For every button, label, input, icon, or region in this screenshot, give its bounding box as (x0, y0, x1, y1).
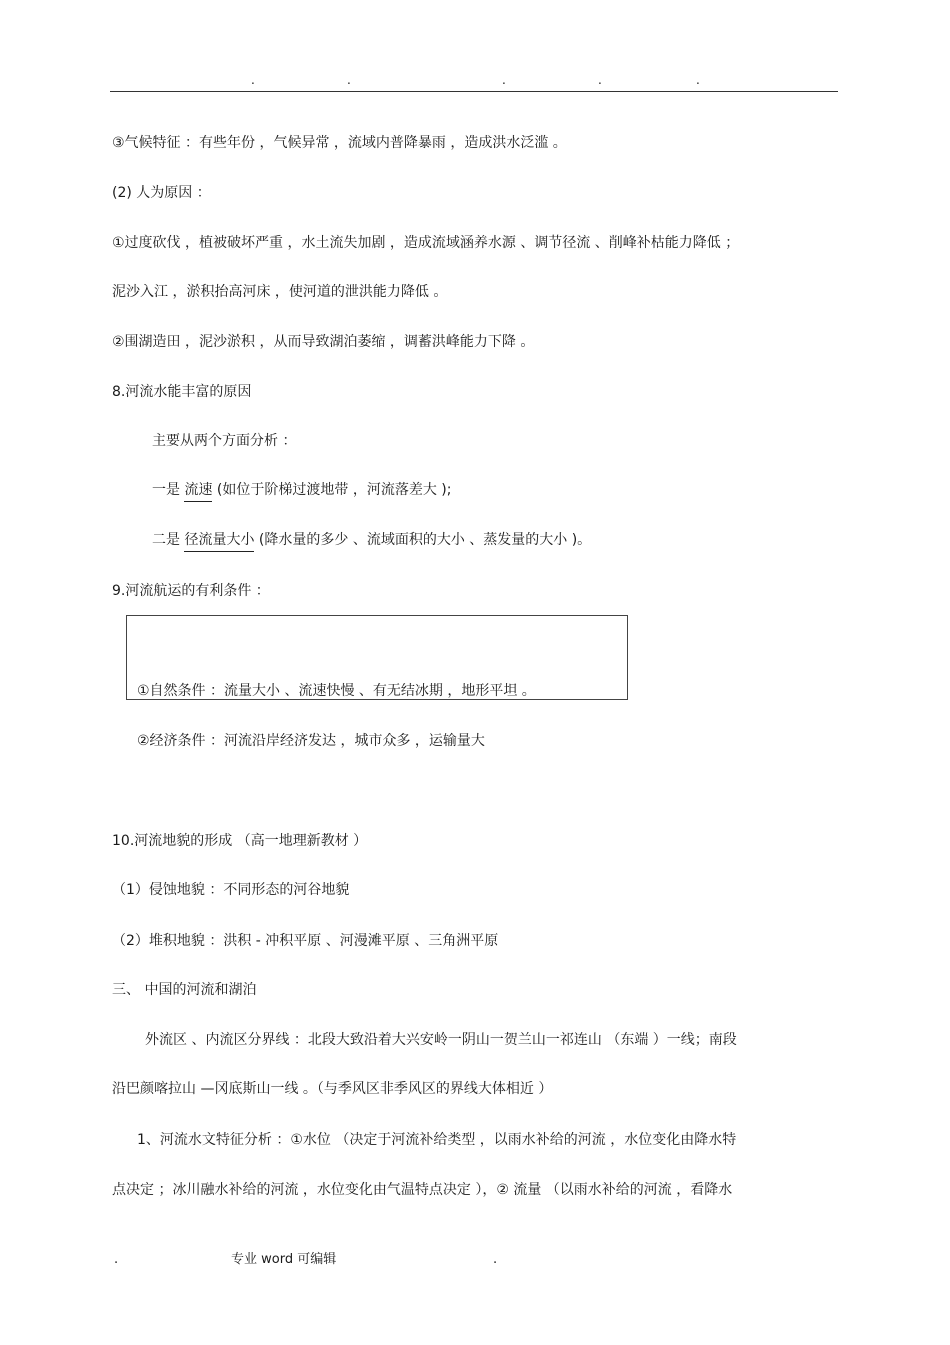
factor-one-line (152, 481, 451, 502)
header-dot: . (251, 73, 255, 87)
header-dot: . (598, 73, 602, 87)
section-8-heading: 8.河流水能丰富的原因 (112, 384, 252, 400)
section-10-heading: 10.河流地貌的形成 （高一地理新教材 ） (112, 833, 368, 849)
section-9-heading: 9.河流航运的有利条件 ： (112, 583, 270, 599)
hydrology-line-2: 点决定 ；冰川融水补给的河流 ，水位变化由气温特点决定 ），② 流量 （以雨水补给的河流 ，看降水 (112, 1182, 733, 1198)
factor-two-prefix: 二是 (152, 532, 185, 548)
erosion-landform-line: （1）侵蚀地貌 ：不同形态的河谷地貌 (112, 882, 350, 898)
factor-two-detail: (降水量的多少 、流域面积的大小 、蒸发量的大小 )。 (254, 532, 592, 548)
footer-text: 专业 word 可编辑 (231, 1252, 337, 1267)
factor-two-line (152, 531, 591, 552)
footer-dot-right: . (493, 1252, 498, 1267)
header-dot: . (696, 73, 700, 87)
flow-speed-term: 流速 (184, 481, 212, 502)
sediment-line: 泥沙入江 ，淤积抬高河床 ，使河道的泄洪能力降低 。 (112, 284, 448, 300)
boundary-line-2: 沿巴颜喀拉山 —冈底斯山一线 。（与季风区非季风区的界线大体相近 ） (112, 1081, 553, 1097)
factor-one-prefix: 一是 (152, 482, 185, 498)
section-3-heading: 三、 中国的河流和湖泊 (112, 982, 257, 998)
header-dot: . (347, 73, 351, 87)
hydrology-line-1: 1、河流水文特征分析 ：①水位 （决定于河流补给类型 ，以雨水补给的河流 ，水位变化由降水特 (137, 1132, 737, 1148)
header-dot: . (502, 73, 506, 87)
climate-feature-line: ③气候特征 ：有些年份 ，气候异常 ，流域内普降暴雨 ，造成洪水泛滥 。 (112, 135, 567, 151)
natural-conditions-line: ①自然条件 ：流量大小 、流速快慢 、有无结冰期 ，地形平坦 。 (137, 683, 536, 699)
lake-reclamation-line: ②围湖造田 ，泥沙淤积 ，从而导致湖泊萎缩 ，调蓄洪峰能力下降 。 (112, 334, 535, 350)
boundary-line-1: 外流区 、内流区分界线 ：北段大致沿着大兴安岭一阴山一贺兰山一祁连山 （东端 ）一线；南段 (145, 1032, 737, 1048)
deforestation-line: ①过度砍伐 ，植被破坏严重 ，水土流失加剧 ，造成流域涵养水源 、调节径流 、削峰补枯能力降低 ； (112, 235, 740, 251)
footer-dot-left: . (114, 1252, 119, 1267)
runoff-volume-term: 径流量大小 (184, 531, 254, 552)
deposition-landform-line: （2）堆积地貌 ：洪积 - 冲积平原 、河漫滩平原 、三角洲平原 (112, 933, 499, 949)
header-rule (110, 91, 838, 92)
analysis-intro-line: 主要从两个方面分析 ： (152, 433, 297, 449)
human-causes-heading: (2) 人为原因 ： (112, 185, 211, 201)
factor-one-detail: (如位于阶梯过渡地带 ，河流落差大 ); (212, 482, 452, 498)
economic-conditions-line: ②经济条件 ：河流沿岸经济发达 ，城市众多 ，运输量大 (137, 733, 485, 749)
